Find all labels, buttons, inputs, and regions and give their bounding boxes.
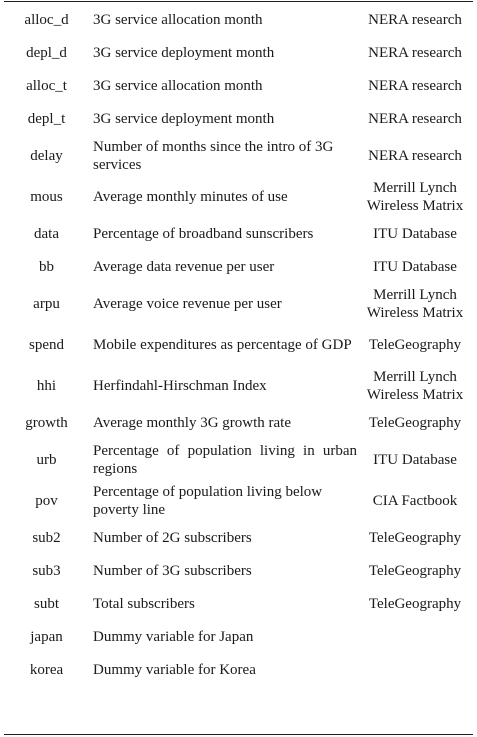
description-cell: 3G service allocation month — [93, 11, 263, 28]
variable-name-cell: sub2 — [32, 529, 61, 546]
source-cell: NERA research — [368, 77, 462, 94]
variable-name-cell: arpu — [33, 295, 60, 312]
source-cell: CIA Factbook — [372, 492, 458, 509]
table-top-rule — [4, 1, 473, 2]
description-cell: Herfindahl-Hirschman Index — [93, 377, 267, 394]
table-row — [4, 324, 473, 365]
description-cell: Percentage of population living in urban regions — [93, 442, 357, 477]
variable-name-cell: mous — [30, 188, 63, 205]
description-cell: Mobile expenditures as percentage of GDP — [93, 336, 352, 353]
description-cell: Dummy variable for Japan — [93, 628, 254, 645]
table-bottom-rule — [4, 734, 473, 735]
variable-name-cell: urb — [36, 451, 57, 468]
source-cell: ITU Database — [373, 258, 457, 275]
variable-name-cell: subt — [33, 595, 59, 612]
table-row — [4, 283, 473, 324]
description-cell: Average monthly minutes of use — [93, 188, 288, 205]
variable-definitions-table — [4, 3, 473, 686]
variable-name-cell: korea — [29, 661, 64, 678]
variable-name-cell: pov — [35, 492, 58, 509]
table-row — [4, 36, 473, 69]
source-cell: Merrill Lynch Wireless Matrix — [366, 179, 464, 214]
table-row — [4, 3, 473, 36]
source-cell: NERA research — [368, 11, 462, 28]
source-cell: NERA research — [368, 110, 462, 127]
description-cell: Percentage of population living below poverty line — [93, 483, 323, 518]
description-cell: Number of months since the intro of 3G services — [93, 138, 334, 173]
source-cell: ITU Database — [373, 451, 457, 468]
table-row — [4, 521, 473, 554]
description-cell: Average voice revenue per user — [93, 295, 282, 312]
description-cell: Percentage of broadband sunscribers — [93, 225, 314, 242]
source-cell: TeleGeography — [368, 562, 462, 579]
variable-name-cell: depl_d — [26, 44, 67, 61]
table-row — [4, 176, 473, 217]
table-row — [4, 365, 473, 406]
table-row — [4, 620, 473, 653]
source-cell: NERA research — [368, 44, 462, 61]
variable-name-cell: growth — [25, 414, 68, 431]
source-cell: TeleGeography — [368, 595, 462, 612]
variable-name-cell: alloc_d — [24, 11, 69, 28]
description-cell: Average monthly 3G growth rate — [93, 414, 291, 431]
description-cell: Number of 3G subscribers — [93, 562, 252, 579]
table-row — [4, 406, 473, 439]
table-row — [4, 135, 473, 176]
source-cell: TeleGeography — [368, 414, 462, 431]
table-row — [4, 69, 473, 102]
description-cell: 3G service allocation month — [93, 77, 263, 94]
description-cell: 3G service deployment month — [93, 44, 275, 61]
description-cell: Average data revenue per user — [93, 258, 275, 275]
table-row — [4, 653, 473, 686]
table-row — [4, 217, 473, 250]
description-cell: Number of 2G subscribers — [93, 529, 252, 546]
table-row — [4, 250, 473, 283]
variable-name-cell: hhi — [36, 377, 57, 394]
description-cell: Dummy variable for Korea — [93, 661, 256, 678]
variable-name-cell: depl_t — [27, 110, 66, 127]
source-cell: ITU Database — [373, 225, 457, 242]
table-row — [4, 480, 473, 521]
source-cell — [357, 653, 473, 686]
table-row — [4, 439, 473, 480]
source-cell — [357, 620, 473, 653]
variable-name-cell: japan — [30, 628, 63, 645]
variable-name-cell: alloc_t — [26, 77, 67, 94]
description-cell: Total subscribers — [93, 595, 195, 612]
source-cell: Merrill Lynch Wireless Matrix — [366, 368, 464, 403]
description-cell: 3G service deployment month — [93, 110, 275, 127]
source-cell: NERA research — [368, 147, 462, 164]
variable-name-cell: sub3 — [32, 562, 61, 579]
variable-name-cell: spend — [29, 336, 64, 353]
table-row — [4, 102, 473, 135]
source-cell: TeleGeography — [368, 529, 462, 546]
source-cell: Merrill Lynch Wireless Matrix — [366, 286, 464, 321]
source-cell: TeleGeography — [368, 336, 462, 353]
table-row — [4, 587, 473, 620]
table-row — [4, 554, 473, 587]
variable-name-cell: delay — [30, 147, 63, 164]
variable-name-cell: data — [34, 225, 59, 242]
variable-name-cell: bb — [39, 258, 54, 275]
